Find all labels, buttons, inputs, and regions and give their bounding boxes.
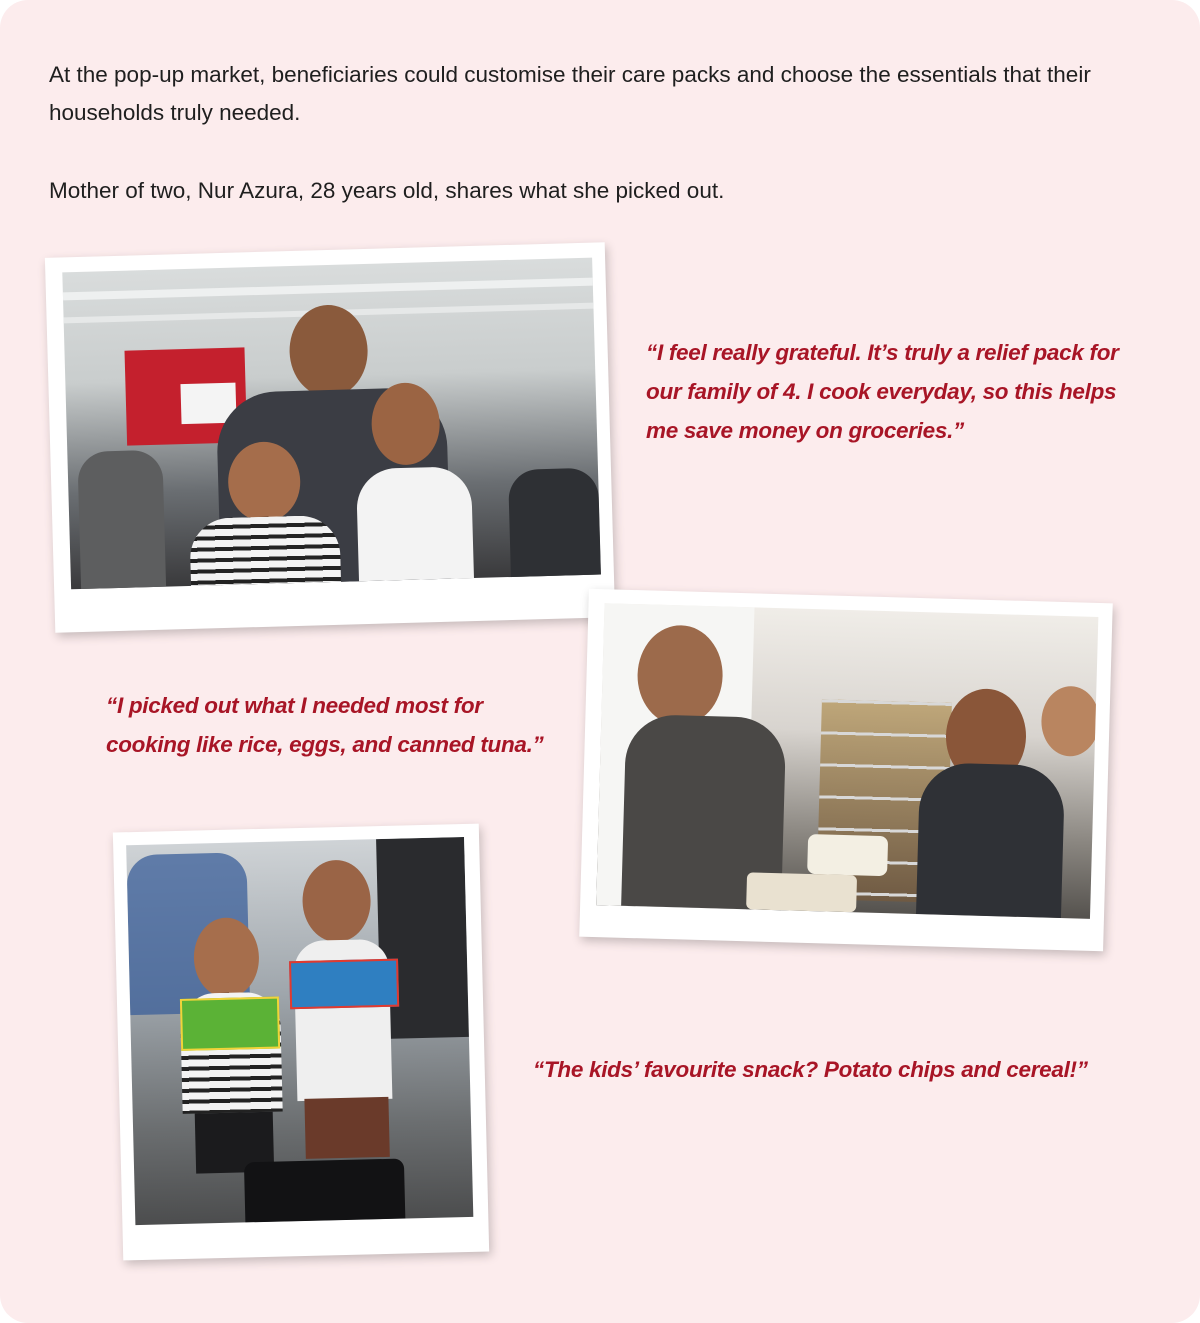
quote-cooking-needs: “I picked out what I needed most for cooking like rice, eggs, and canned tuna.” bbox=[106, 693, 544, 757]
photo-kids-with-snacks bbox=[126, 837, 473, 1225]
photo-mother-and-children bbox=[62, 258, 601, 590]
photo-rice-handover bbox=[596, 603, 1098, 919]
quote-grateful: “I feel really grateful. It’s truly a relief pack for our family of 4. I cook everyday, so this helps me save money on groceries.” bbox=[646, 340, 1119, 443]
polaroid-rice-handover bbox=[579, 589, 1113, 951]
intro-paragraph-2: Mother of two, Nur Azura, 28 years old, shares what she picked out. bbox=[49, 178, 725, 203]
intro-paragraph: At the pop-up market, beneficiaries could customise their care packs and choose the essentials that their households truly needed. bbox=[49, 62, 1091, 125]
quote-favourite-snack: “The kids’ favourite snack? Potato chips and cereal!” bbox=[533, 1057, 1088, 1082]
polaroid-kids-snacks bbox=[113, 824, 489, 1261]
polaroid-family-photo bbox=[45, 242, 615, 632]
